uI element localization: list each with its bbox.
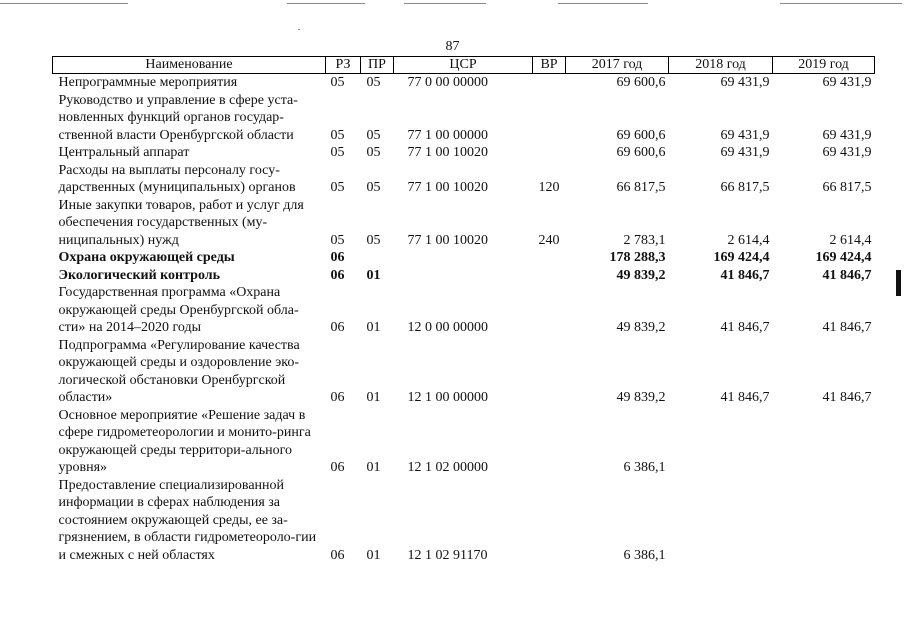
row-name-cell: Государственная программа «Охрана окружающей среды Оренбургской обла-сти» на 2014–2020 годы	[58, 285, 299, 335]
row-2019-cell: 66 817,5	[822, 180, 872, 195]
row-vr-cell	[533, 267, 566, 285]
row-vr-cell: 240	[538, 232, 560, 248]
header-pr: ПР	[361, 57, 394, 74]
row-rz-cell: 05	[330, 145, 345, 160]
row-csr-cell	[394, 267, 533, 285]
row-2019-cell: 41 846,7	[822, 390, 872, 405]
row-name-cell: Расходы на выплаты персоналу госу-дарственных (муниципальных) органов	[58, 162, 296, 195]
row-2017-cell: 69 600,6	[616, 145, 666, 160]
row-pr-cell: 05	[366, 75, 381, 90]
row-csr-cell	[394, 249, 533, 267]
table-row	[53, 144, 875, 162]
row-2019-cell	[773, 477, 875, 565]
row-csr-cell: 12 1 02 91170	[407, 547, 488, 563]
row-rz-cell: 06	[330, 320, 345, 335]
row-pr-cell: 05	[366, 127, 381, 143]
header-2018: 2018 год	[669, 57, 773, 74]
row-2017-cell: 178 288,3	[609, 250, 666, 265]
page-number: 87	[445, 39, 460, 54]
table-row	[53, 162, 875, 197]
row-csr-cell: 77 0 00 00000	[407, 75, 488, 90]
row-name-cell: Основное мероприятие «Решение задач в сфере гидрометеорологии и монито-ринга окружающей среды территори-ального уровня»	[58, 407, 311, 475]
table-row	[53, 267, 875, 285]
row-vr-cell	[533, 92, 566, 145]
row-csr-cell: 12 1 02 00000	[407, 460, 488, 475]
table-row	[53, 407, 875, 477]
row-rz-cell: 06	[330, 267, 345, 283]
table-row	[53, 197, 875, 250]
budget-table	[52, 56, 875, 564]
row-vr-cell	[533, 144, 566, 162]
row-rz-cell: 06	[330, 390, 345, 405]
row-2018-cell: 69 431,9	[720, 127, 770, 143]
row-rz-cell: 06	[330, 250, 345, 265]
row-2018-cell: 41 846,7	[720, 390, 770, 405]
row-2019-cell: 69 431,9	[822, 75, 872, 90]
row-csr-cell: 77 1 00 10020	[407, 232, 488, 248]
row-name-cell: Охрана окружающей среды	[58, 250, 235, 265]
row-2018-cell	[669, 407, 773, 477]
row-name-cell: Подпрограмма «Регулирование качества окружающей среды и оздоровление эко-логической обстановки Оренбургской области»	[58, 337, 300, 405]
table-row	[53, 477, 875, 565]
row-2017-cell: 49 839,2	[616, 267, 666, 283]
row-2018-cell: 66 817,5	[720, 180, 770, 195]
table-row	[53, 249, 875, 267]
row-pr-cell: 01	[366, 267, 381, 283]
row-name-cell: Предоставление специализированной информации в сферах наблюдения за состоянием окружающей среды, ее за-грязнением, в области гидрометеороло-гии и смежных с ней областях	[58, 477, 317, 563]
scan-edge-line	[558, 3, 648, 4]
row-csr-cell: 77 1 00 00000	[407, 127, 488, 143]
row-2018-cell: 41 846,7	[720, 267, 770, 283]
row-2018-cell: 169 424,4	[713, 250, 770, 265]
row-vr-cell	[533, 477, 566, 565]
table-row	[53, 92, 875, 145]
row-vr-cell	[533, 284, 566, 337]
row-pr-cell: 05	[366, 232, 381, 248]
row-name-cell: Иные закупки товаров, работ и услуг для обеспечения государственных (му-ниципальных) нужд	[58, 197, 304, 248]
row-2019-cell: 41 846,7	[822, 320, 872, 335]
row-vr-cell	[533, 249, 566, 267]
row-rz-cell: 05	[330, 180, 345, 195]
header-vr: ВР	[533, 57, 566, 74]
header-2017: 2017 год	[566, 57, 669, 74]
row-2017-cell: 69 600,6	[616, 75, 666, 90]
row-2019-cell: 2 614,4	[829, 232, 872, 248]
table-header-row	[53, 57, 875, 74]
row-rz-cell: 06	[330, 547, 345, 563]
row-rz-cell: 05	[330, 127, 345, 143]
row-2017-cell: 49 839,2	[616, 320, 666, 335]
row-rz-cell: 06	[330, 460, 345, 475]
row-csr-cell: 12 0 00 00000	[407, 320, 488, 335]
row-vr-cell	[533, 337, 566, 407]
row-pr-cell: 01	[366, 460, 381, 475]
row-vr-cell	[533, 74, 566, 92]
row-2018-cell	[669, 477, 773, 565]
row-vr-cell	[533, 407, 566, 477]
table-row	[53, 74, 875, 92]
row-2018-cell: 69 431,9	[720, 145, 770, 160]
row-2017-cell: 6 386,1	[623, 460, 666, 475]
scan-speck	[298, 29, 300, 30]
header-csr: ЦСР	[394, 57, 533, 74]
row-pr-cell: 01	[366, 390, 381, 405]
row-pr-cell: 05	[366, 180, 381, 195]
scan-side-mark	[896, 270, 901, 296]
header-name: Наименование	[53, 57, 326, 74]
row-vr-cell: 120	[538, 180, 560, 195]
row-name-cell: Руководство и управление в сфере уста-новленных функций органов государ-ственной власти Оренбургской области	[58, 92, 298, 143]
scan-edge-line	[780, 3, 902, 4]
row-2019-cell	[773, 407, 875, 477]
header-rz: РЗ	[326, 57, 361, 74]
row-pr-cell	[361, 249, 394, 267]
scan-edge-line	[404, 3, 486, 4]
row-2018-cell: 2 614,4	[727, 232, 770, 248]
row-2019-cell: 69 431,9	[822, 145, 872, 160]
table-row	[53, 284, 875, 337]
row-2019-cell: 169 424,4	[815, 250, 872, 265]
row-csr-cell: 12 1 00 00000	[407, 390, 488, 405]
row-rz-cell: 05	[330, 75, 345, 90]
row-2017-cell: 69 600,6	[616, 127, 666, 143]
row-2018-cell: 69 431,9	[720, 75, 770, 90]
row-pr-cell: 05	[366, 145, 381, 160]
row-2017-cell: 49 839,2	[616, 390, 666, 405]
scan-edge-line	[0, 3, 128, 4]
row-pr-cell: 01	[366, 320, 381, 335]
row-name-cell: Непрограммные мероприятия	[58, 75, 238, 90]
row-2017-cell: 66 817,5	[616, 180, 666, 195]
row-name-cell: Центральный аппарат	[58, 145, 190, 160]
scan-edge-line	[287, 3, 365, 4]
row-name-cell: Экологический контроль	[58, 267, 221, 283]
header-2019: 2019 год	[773, 57, 875, 74]
row-pr-cell: 01	[366, 547, 381, 563]
row-csr-cell: 77 1 00 10020	[407, 145, 488, 160]
table-row	[53, 337, 875, 407]
row-2017-cell: 2 783,1	[623, 232, 666, 248]
row-2019-cell: 41 846,7	[822, 267, 872, 283]
row-2017-cell: 6 386,1	[623, 547, 666, 563]
row-2019-cell: 69 431,9	[822, 127, 872, 143]
row-rz-cell: 05	[330, 232, 345, 248]
row-2018-cell: 41 846,7	[720, 320, 770, 335]
row-csr-cell: 77 1 00 10020	[407, 180, 488, 195]
